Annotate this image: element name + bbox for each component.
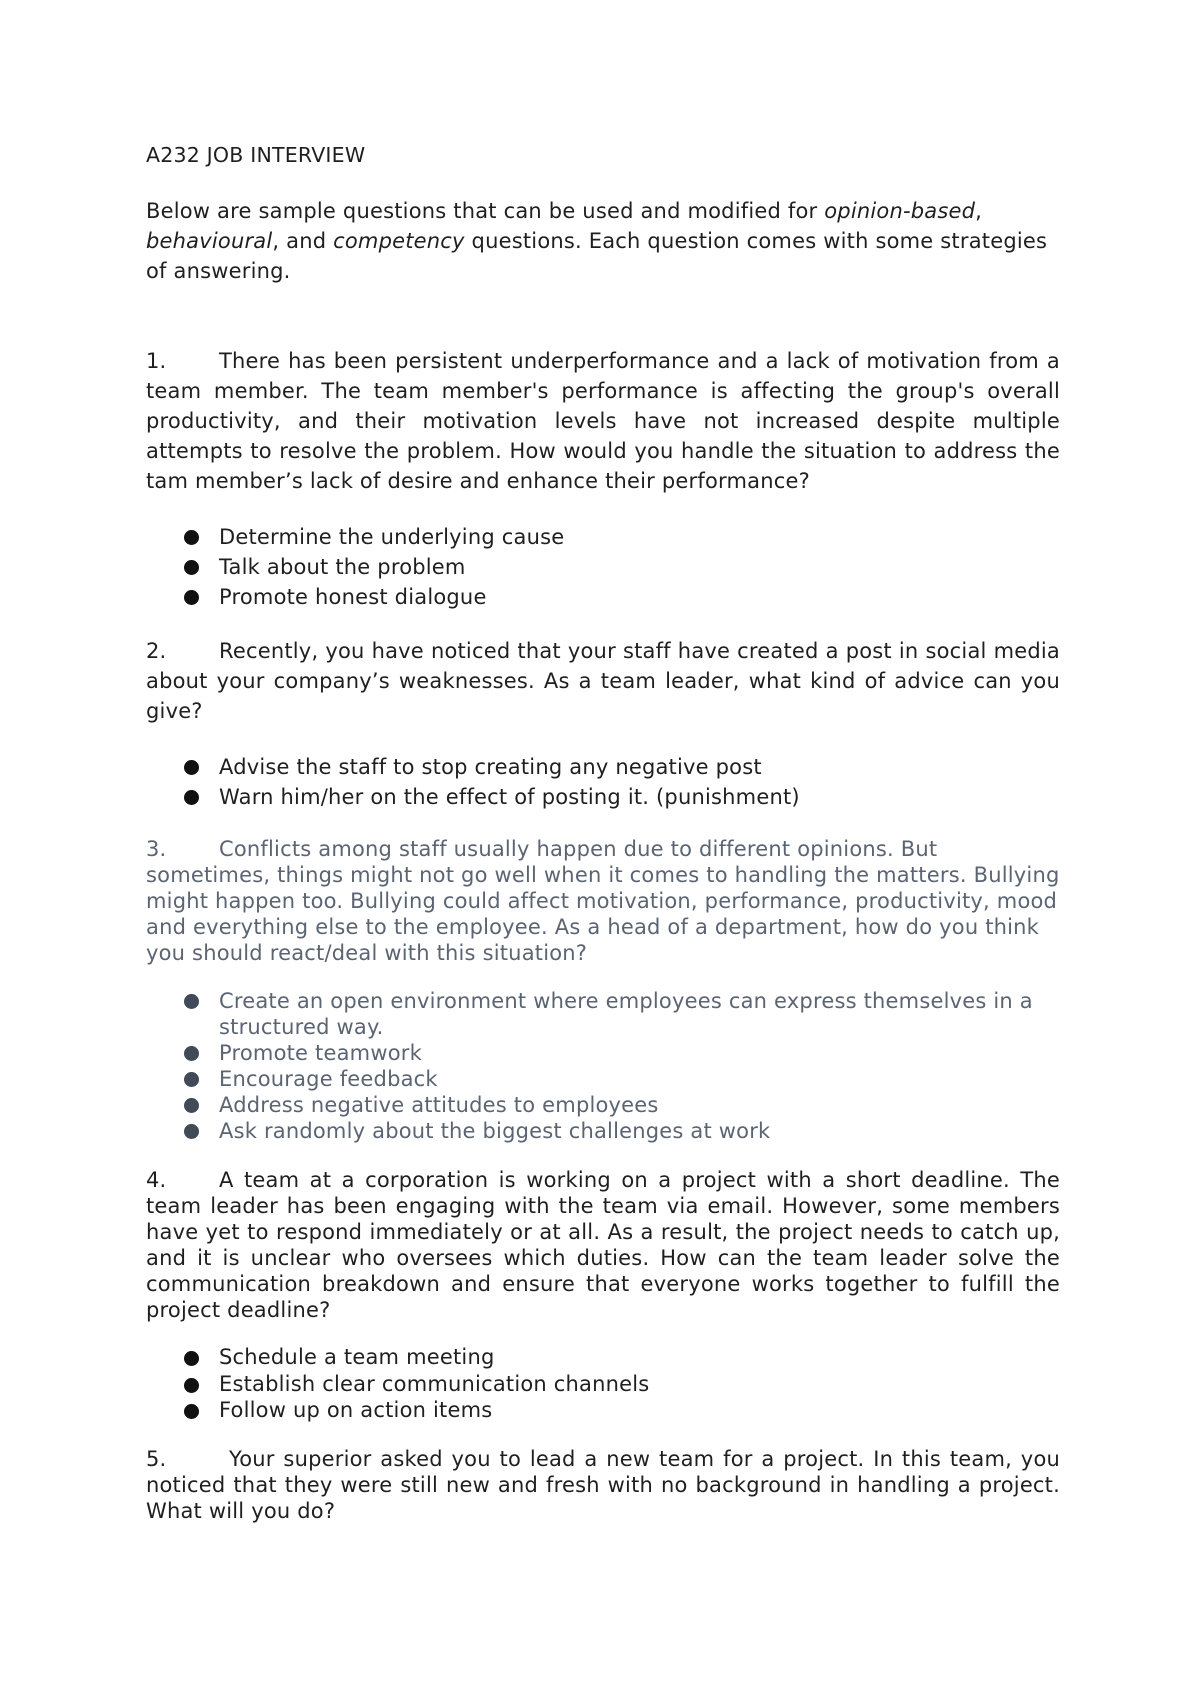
list-item	[146, 522, 1060, 552]
question-4	[146, 1167, 1060, 1323]
tips-list-4	[146, 1344, 1060, 1424]
question-block-1	[146, 346, 1060, 612]
bullet-icon	[184, 1046, 199, 1061]
list-item	[146, 552, 1060, 582]
question-block-5	[146, 1446, 1060, 1524]
question-number: 3.	[146, 837, 167, 861]
intro-paragraph	[146, 196, 1060, 286]
list-item	[146, 1118, 1060, 1144]
bullet-icon	[184, 790, 199, 805]
list-item	[146, 1092, 1060, 1118]
question-block-3	[146, 836, 1060, 1144]
bullet-icon	[184, 760, 199, 775]
tip-text: Create an open environment where employees can express themselves in a structured way.	[219, 989, 1033, 1039]
intro-text: , and	[272, 229, 334, 253]
question-3	[146, 836, 1060, 966]
list-item	[146, 582, 1060, 612]
intro-text: questions. Each question comes with some strategies of answering.	[146, 229, 1048, 283]
question-number: 1.	[146, 349, 167, 373]
tip-text: Establish clear communication channels	[219, 1371, 650, 1396]
bullet-icon	[184, 994, 199, 1009]
list-item	[146, 1040, 1060, 1066]
question-5	[146, 1446, 1060, 1524]
question-block-2	[146, 636, 1060, 812]
question-text: There has been persistent underperformance and a lack of motivation from a team member. The team member's performance is affecting the group's overall productivity, and their motivation levels have not increased despite multiple attempts to resolve the problem. How would you handle the situation to address the tam member’s lack of desire and enhance their performance?	[146, 349, 1060, 493]
list-item	[146, 752, 1060, 782]
list-item	[146, 1066, 1060, 1092]
tip-text: Follow up on action items	[219, 1398, 493, 1422]
intro-text: ,	[975, 199, 983, 223]
question-2	[146, 636, 1060, 726]
bullet-icon	[184, 1351, 199, 1366]
bullet-icon	[184, 1378, 199, 1393]
list-item	[146, 1371, 1060, 1398]
bullet-icon	[184, 530, 199, 545]
bullet-icon	[184, 1098, 199, 1113]
question-text: Your superior asked you to lead a new team for a project. In this team, you noticed that they were still new and fresh with no background in handling a project. What will you do?	[146, 1446, 1060, 1523]
question-text: A team at a corporation is working on a project with a short deadline. The team leader has been engaging with the team via email. However, some members have yet to respond immediately or at all. As a result, the project needs to catch up, and it is unclear who oversees which duties. How can the team leader solve the communication breakdown and ensure that everyone works together to fulfill the project deadline?	[146, 1168, 1060, 1322]
question-number: 2.	[146, 639, 167, 663]
question-number: 4.	[146, 1168, 167, 1192]
list-item	[146, 988, 1060, 1040]
tips-list-1	[146, 522, 1060, 612]
tip-text: Promote honest dialogue	[219, 585, 487, 609]
tip-text: Promote teamwork	[219, 1041, 422, 1065]
tip-text: Ask randomly about the biggest challenges at work	[219, 1119, 771, 1143]
list-item	[146, 1344, 1060, 1371]
bullet-icon	[184, 590, 199, 605]
bullet-icon	[184, 1404, 199, 1419]
intro-emphasis-competency: competency	[333, 229, 465, 253]
bullet-icon	[184, 1124, 199, 1139]
question-text: Conflicts among staff usually happen due to different opinions. But sometimes, things might not go well when it comes to handling the matters. Bullying might happen too. Bullying could affect motivation, performance, productivity, mood and everything else to the employee. As a head of a department, how do you think you should react/deal with this situation?	[146, 837, 1060, 965]
document-page	[146, 140, 1060, 1524]
tips-list-3	[146, 988, 1060, 1144]
question-number: 5.	[146, 1446, 167, 1471]
tip-text: Encourage feedback	[219, 1067, 438, 1091]
document-title: A232 JOB INTERVIEW	[146, 143, 366, 167]
tip-text: Talk about the problem	[219, 555, 466, 579]
question-block-4	[146, 1167, 1060, 1424]
tip-text: Warn him/her on the effect of posting it. (punishment)	[219, 785, 800, 809]
question-text: Recently, you have noticed that your staff have created a post in social media about your company’s weaknesses. As a team leader, what kind of advice can you give?	[146, 639, 1060, 723]
tip-text: Address negative attitudes to employees	[219, 1093, 659, 1117]
list-item	[146, 1397, 1060, 1424]
intro-text: Below are sample questions that can be used and modified for	[146, 199, 825, 223]
bullet-icon	[184, 1072, 199, 1087]
list-item	[146, 782, 1060, 812]
tips-list-2	[146, 752, 1060, 812]
tip-text: Advise the staff to stop creating any negative post	[219, 755, 762, 779]
question-1	[146, 346, 1060, 496]
bullet-icon	[184, 560, 199, 575]
intro-emphasis-behavioural: behavioural	[146, 229, 273, 253]
intro-emphasis-opinion: opinion-based	[824, 199, 976, 223]
tip-text: Schedule a team meeting	[219, 1345, 495, 1369]
tip-text: Determine the underlying cause	[219, 525, 565, 549]
